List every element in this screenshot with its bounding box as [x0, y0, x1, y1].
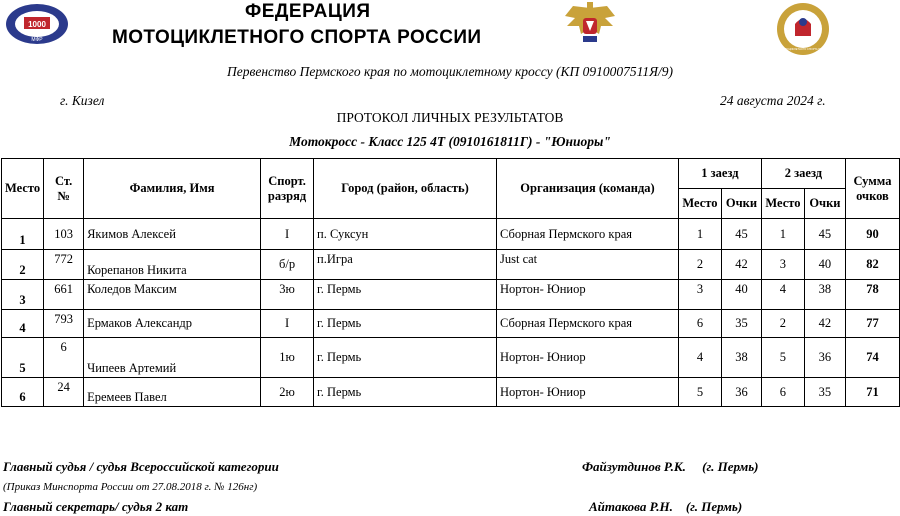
- header-heat2: 2 заезд: [761, 159, 845, 189]
- cell-heat2-points: 42: [804, 310, 845, 338]
- cell-city: г. Пермь: [314, 280, 497, 310]
- mfr-logo-icon: [4, 2, 70, 46]
- cell-heat1-place: 5: [678, 378, 721, 407]
- cell-heat1-place: 6: [678, 310, 721, 338]
- protocol-title: ПРОТОКОЛ ЛИЧНЫХ РЕЗУЛЬТАТОВ: [336, 110, 564, 125]
- results-table: [1, 158, 900, 407]
- cell-heat2-points: 40: [804, 250, 845, 280]
- cell-heat1-points: 36: [721, 378, 761, 407]
- cell-heat2-place: 3: [761, 250, 804, 280]
- table-row: [2, 338, 900, 378]
- cell-heat2-points: 36: [804, 338, 845, 378]
- cell-heat2-place: 6: [761, 378, 804, 407]
- header-heat2-place: Место: [761, 189, 804, 219]
- cell-name: Чипеев Артемий: [84, 338, 261, 378]
- cell-heat1-points: 45: [721, 219, 761, 250]
- svg-text:1000: 1000: [28, 20, 46, 29]
- russian-eagle-emblem-icon: [561, 2, 619, 46]
- championship-title: Первенство Пермского края по мотоциклетному кроссу (КП 0910007511Я/9): [227, 64, 673, 79]
- cell-rank: 3ю: [261, 280, 314, 310]
- cell-heat1-place: 1: [678, 219, 721, 250]
- cell-heat1-points: 38: [721, 338, 761, 378]
- order-note: (Приказ Минспорта России от 27.08.2018 г. № 126нг): [3, 481, 258, 493]
- cell-city: п. Суксун: [314, 219, 497, 250]
- cell-total: 90: [845, 219, 899, 250]
- header-name: Фамилия, Имя: [84, 159, 261, 219]
- cell-team: Нортон- Юниор: [497, 378, 679, 407]
- cell-heat2-place: 2: [761, 310, 804, 338]
- cell-heat1-place: 3: [678, 280, 721, 310]
- cell-team: Сборная Пермского края: [497, 310, 679, 338]
- event-city: г. Кизел: [60, 93, 105, 108]
- cell-place: 1: [2, 219, 44, 250]
- chief-judge-name: Файзутдинов Р.К. (г. Пермь): [582, 459, 759, 474]
- header-place: Место: [2, 159, 44, 219]
- cell-name: Еремеев Павел: [84, 378, 261, 407]
- cell-place: 3: [2, 280, 44, 310]
- cell-total: 77: [845, 310, 899, 338]
- cell-heat1-place: 2: [678, 250, 721, 280]
- cell-heat2-points: 35: [804, 378, 845, 407]
- perm-motorsport-federation-logo-icon: [764, 2, 842, 56]
- header-total: Сумма очков: [845, 159, 899, 219]
- cell-city: г. Пермь: [314, 378, 497, 407]
- cell-heat1-points: 35: [721, 310, 761, 338]
- cell-team: Нортон- Юниор: [497, 280, 679, 310]
- cell-heat1-place: 4: [678, 338, 721, 378]
- cell-heat2-place: 5: [761, 338, 804, 378]
- event-date: 24 августа 2024 г.: [720, 93, 826, 108]
- federation-title-line1: ФЕДЕРАЦИЯ: [245, 1, 371, 22]
- cell-total: 71: [845, 378, 899, 407]
- cell-place: 6: [2, 378, 44, 407]
- cell-name: Ермаков Александр: [84, 310, 261, 338]
- cell-start-number: 103: [44, 219, 84, 250]
- header-heat1-place: Место: [678, 189, 721, 219]
- table-row: [2, 219, 900, 250]
- federation-title-line2: МОТОЦИКЛЕТНОГО СПОРТА РОССИИ: [112, 27, 482, 48]
- cell-team: Сборная Пермского края: [497, 219, 679, 250]
- header-heat2-points: Очки: [804, 189, 845, 219]
- header-heat1: 1 заезд: [678, 159, 761, 189]
- header-city: Город (район, область): [314, 159, 497, 219]
- cell-heat2-points: 45: [804, 219, 845, 250]
- cell-name: Якимов Алексей: [84, 219, 261, 250]
- cell-heat1-points: 42: [721, 250, 761, 280]
- cell-rank: 1ю: [261, 338, 314, 378]
- header-start-number: Ст. №: [44, 159, 84, 219]
- cell-place: 4: [2, 310, 44, 338]
- perm-logo-text: ФЕДЕРАЦИЯ МОТОЦИКЛЕТНОГО СПОРТА ПЕРМСКОГО КРАЯ: [764, 48, 842, 51]
- cell-start-number: 6: [44, 338, 84, 378]
- cell-name: Коледов Максим: [84, 280, 261, 310]
- cell-name: Корепанов Никита: [84, 250, 261, 280]
- cell-team: Just cat: [497, 250, 679, 280]
- cell-rank: б/р: [261, 250, 314, 280]
- cell-heat2-points: 38: [804, 280, 845, 310]
- table-row: [2, 378, 900, 407]
- cell-start-number: 793: [44, 310, 84, 338]
- table-row: [2, 310, 900, 338]
- header-team: Организация (команда): [497, 159, 679, 219]
- cell-start-number: 772: [44, 250, 84, 280]
- class-title: Мотокросс - Класс 125 4Т (0910161811Г) - "Юниоры": [289, 134, 611, 149]
- chief-secretary-name: Айтакова Р.Н. (г. Пермь): [589, 499, 743, 514]
- table-row: [2, 250, 900, 280]
- cell-heat1-points: 40: [721, 280, 761, 310]
- cell-rank: I: [261, 219, 314, 250]
- cell-rank: I: [261, 310, 314, 338]
- chief-secretary-title: Главный секретарь/ судья 2 кат: [3, 499, 189, 514]
- cell-start-number: 661: [44, 280, 84, 310]
- cell-heat2-place: 1: [761, 219, 804, 250]
- chief-judge-title: Главный судья / судья Всероссийской категории: [3, 459, 279, 474]
- cell-heat2-place: 4: [761, 280, 804, 310]
- table-header-row: [2, 159, 900, 189]
- cell-team: Нортон- Юниор: [497, 338, 679, 378]
- cell-total: 82: [845, 250, 899, 280]
- mfr-logo-text: МФР: [31, 37, 43, 43]
- header-heat1-points: Очки: [721, 189, 761, 219]
- cell-total: 78: [845, 280, 899, 310]
- cell-start-number: 24: [44, 378, 84, 407]
- cell-city: п.Игра: [314, 250, 497, 280]
- cell-rank: 2ю: [261, 378, 314, 407]
- cell-total: 74: [845, 338, 899, 378]
- header-sport-rank: Спорт. разряд: [261, 159, 314, 219]
- table-row: [2, 280, 900, 310]
- cell-city: г. Пермь: [314, 338, 497, 378]
- cell-city: г. Пермь: [314, 310, 497, 338]
- cell-place: 5: [2, 338, 44, 378]
- cell-place: 2: [2, 250, 44, 280]
